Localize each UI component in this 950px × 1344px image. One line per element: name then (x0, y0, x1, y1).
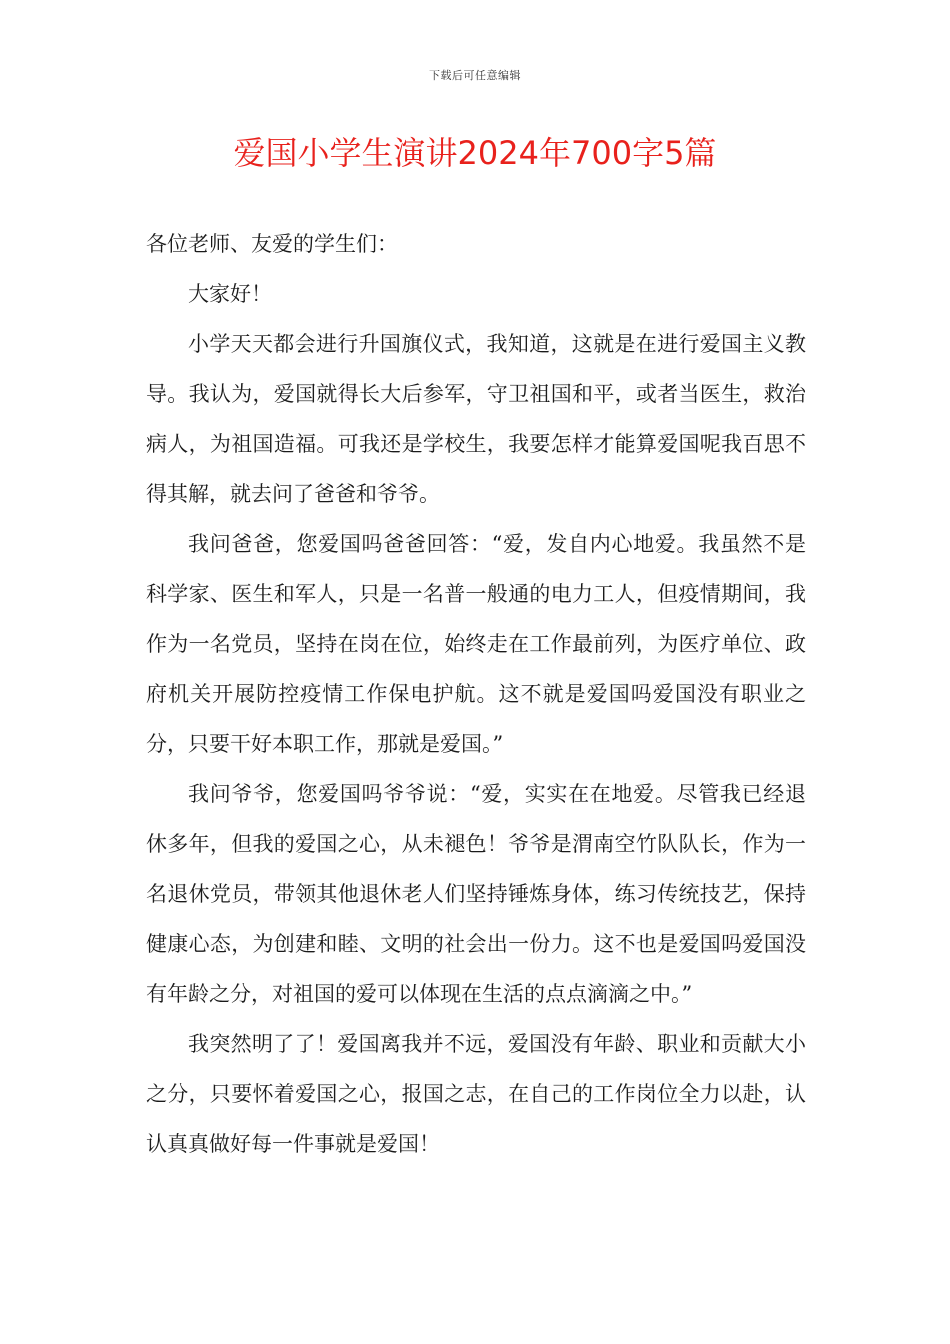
paragraph: 我问爸爸，您爱国吗爸爸回答：“爱，发自内心地爱。我虽然不是科学家、医生和军人，只是一名普一般通的电力工人，但疫情期间，我作为一名党员，坚持在岗在位，始终走在工作最前列，为医疗单位、政府机关开展防控疫情工作保电护航。这不就是爱国吗爱国没有职业之分，只要干好本职工作，那就是爱国。” (146, 532, 806, 756)
paragraph: 大家好！ (188, 282, 272, 306)
paragraph: 我问爷爷，您爱国吗爷爷说：“爱，实实在在地爱。尽管我已经退休多年，但我的爱国之心，从未褪色！爷爷是渭南空竹队队长，作为一名退休党员，带领其他退休老人们坚持锤炼身体，练习传统技艺，保持健康心态，为创建和睦、文明的社会出一份力。这不也是爱国吗爱国没有年龄之分，对祖国的爱可以体现在生活的点点滴滴之中。” (146, 782, 806, 1006)
paragraph: 小学天天都会进行升国旗仪式，我知道，这就是在进行爱国主义教导。我认为，爱国就得长大后参军，守卫祖国和平，或者当医生，救治病人，为祖国造福。可我还是学校生，我要怎样才能算爱国呢我百思不得其解，就去问了爸爸和爷爷。 (146, 332, 806, 506)
paragraph: 我突然明了了！爱国离我并不远，爱国没有年龄、职业和贡献大小之分，只要怀着爱国之心，报国之志，在自己的工作岗位全力以赴，认认真真做好每一件事就是爱国！ (146, 1032, 806, 1156)
salutation: 各位老师、友爱的学生们： (146, 232, 398, 256)
document-title: 爱国小学生演讲2024年700字5篇 (233, 134, 717, 172)
document-body (146, 219, 806, 1169)
header-note: 下载后可任意编辑 (429, 69, 521, 82)
